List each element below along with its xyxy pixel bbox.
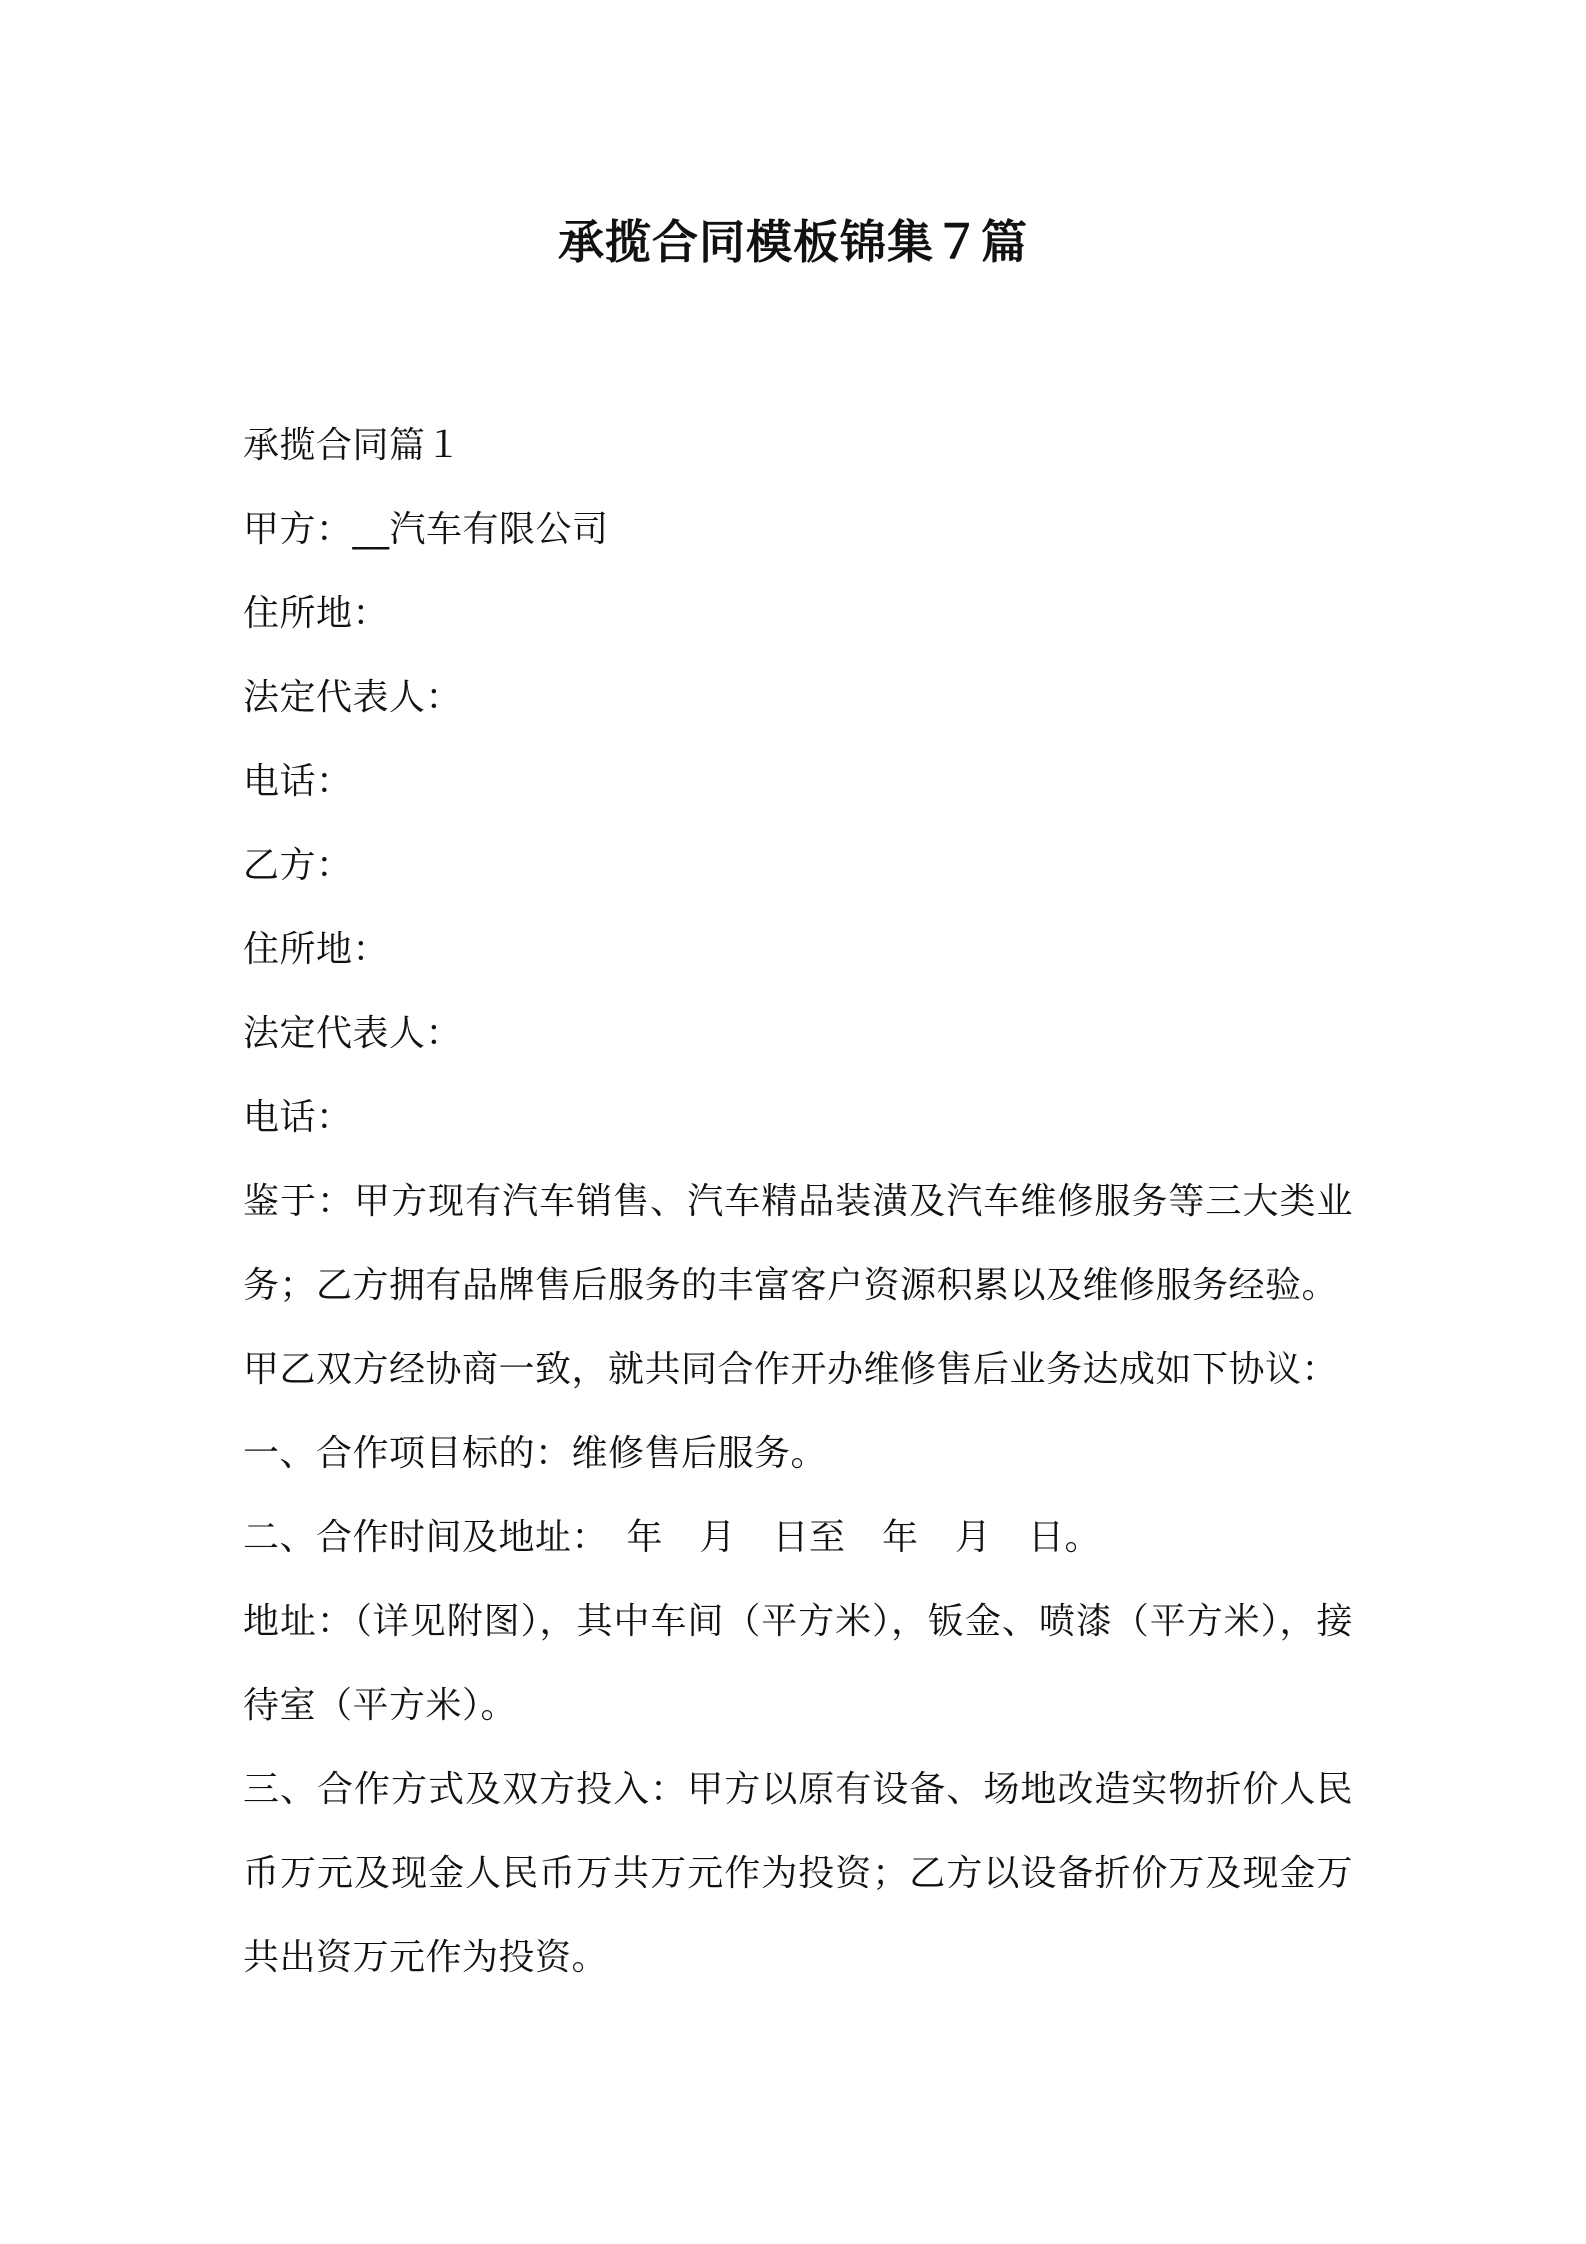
party-b-address: 住所地： bbox=[243, 929, 390, 970]
clause-1: 一、合作项目标的：维修售后服务。 bbox=[243, 1433, 828, 1474]
clause-2: 二、合作时间及地址： 年 月 日至 年 月 日。 bbox=[243, 1517, 1102, 1558]
party-a-representative: 法定代表人： bbox=[243, 677, 463, 718]
document-body bbox=[243, 404, 1353, 2000]
clause-3: 三、合作方式及双方投入：甲方以原有设备、场地改造实物折价人民币万元及现金人民币万共万元作为投资；乙方以设备折价万及现金万共出资万元作为投资。 bbox=[243, 1769, 1353, 1978]
party-b-name: 乙方： bbox=[243, 845, 353, 886]
document-title: 承揽合同模板锦集７篇 bbox=[558, 215, 1028, 269]
address-paragraph: 地址：（详见附图），其中车间（平方米），钣金、喷漆（平方米），接待室（平方米）。 bbox=[243, 1601, 1353, 1726]
party-b-representative: 法定代表人： bbox=[243, 1013, 463, 1054]
agreement-intro: 甲乙双方经协商一致，就共同合作开办维修售后业务达成如下协议： bbox=[243, 1349, 1339, 1390]
party-b-phone: 电话： bbox=[243, 1097, 353, 1138]
recital-paragraph: 鉴于：甲方现有汽车销售、汽车精品装潢及汽车维修服务等三大类业务；乙方拥有品牌售后服务的丰富客户资源积累以及维修服务经验。 bbox=[243, 1181, 1353, 1306]
party-a-phone: 电话： bbox=[243, 761, 353, 802]
party-a-name: 甲方：__汽车有限公司 bbox=[243, 509, 609, 550]
section-heading: 承揽合同篇１ bbox=[243, 425, 463, 466]
party-a-address: 住所地： bbox=[243, 593, 390, 634]
